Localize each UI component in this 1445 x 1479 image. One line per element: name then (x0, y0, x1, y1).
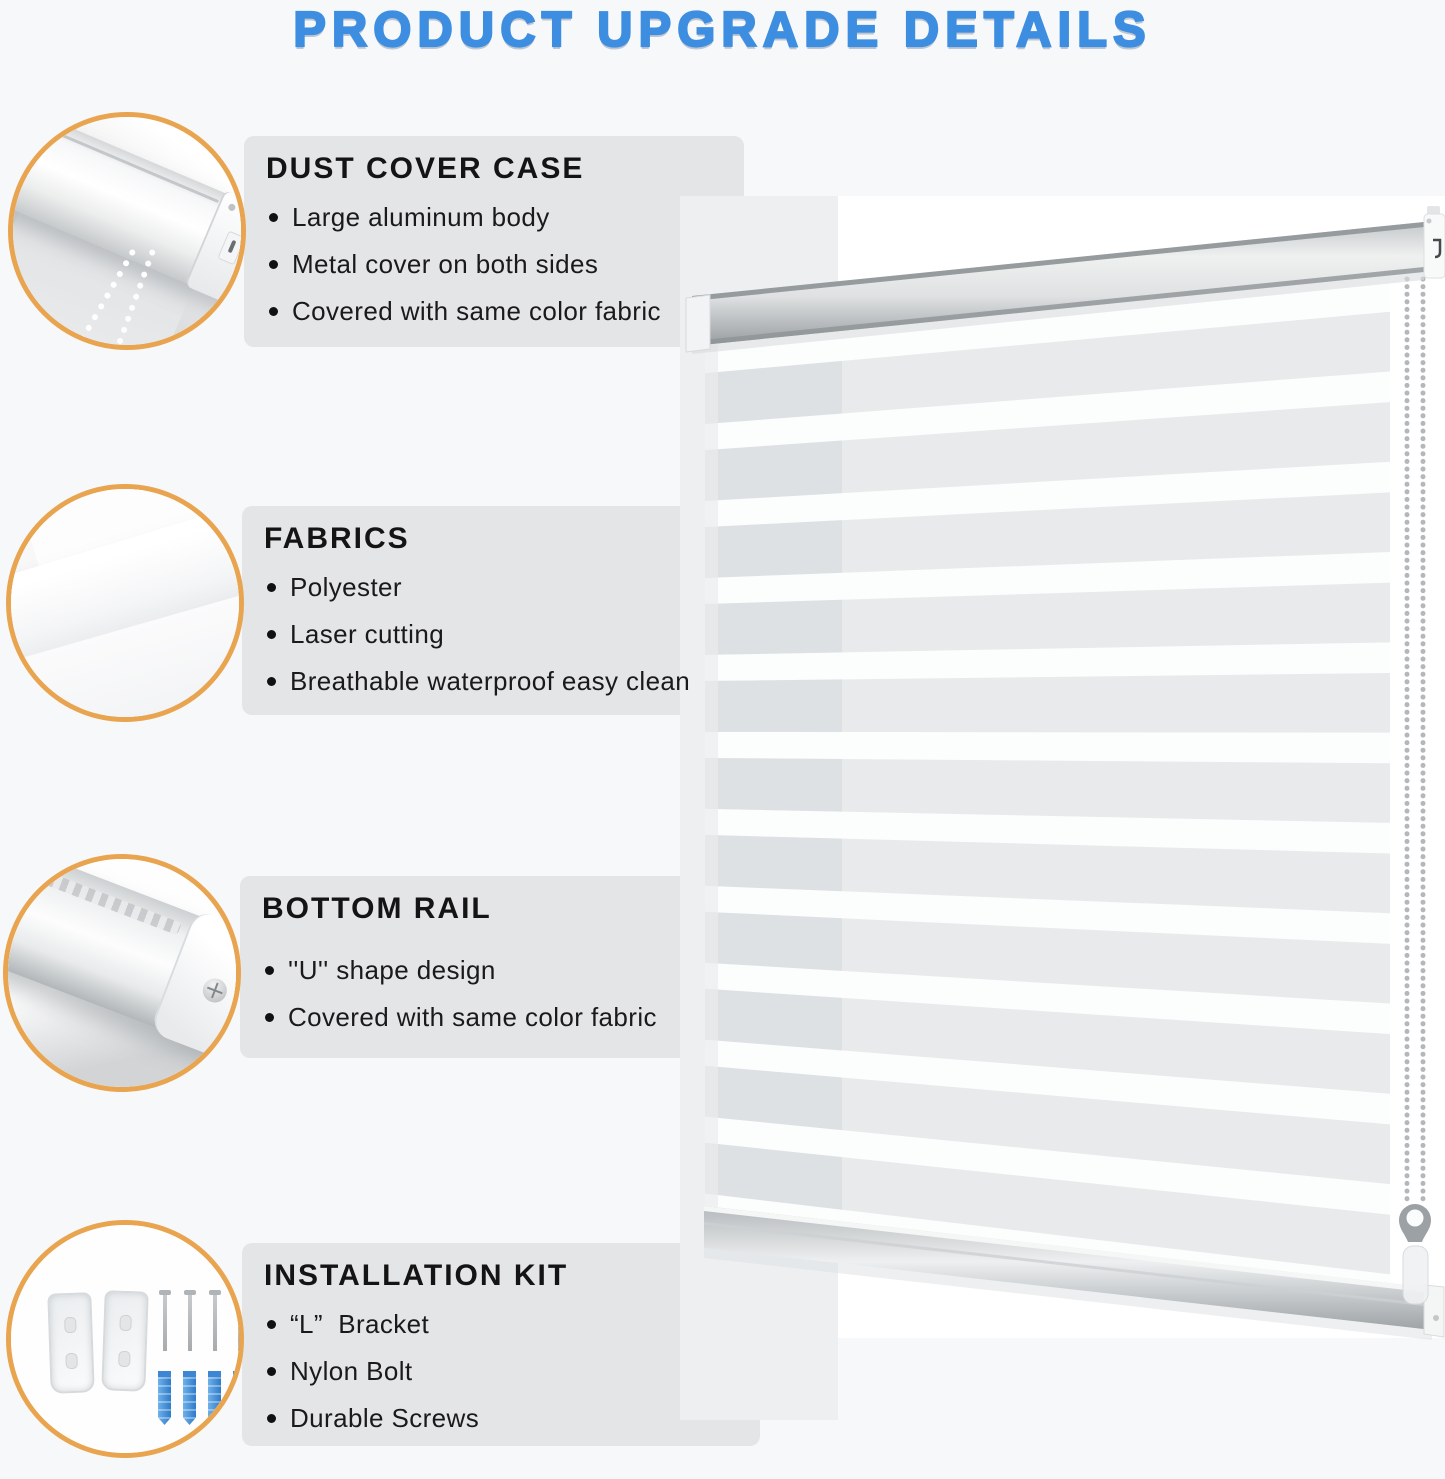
bullet-text: Metal cover on both sides (292, 249, 599, 279)
screw (188, 1295, 192, 1351)
bullet-item (264, 572, 712, 603)
bullet-item (266, 202, 744, 233)
bullet-text: ''U'' shape design (288, 955, 496, 985)
phillips-screw (199, 975, 230, 1006)
bullet-text: “L” Bracket (290, 1309, 430, 1339)
feature-fabrics (242, 506, 712, 697)
bullet-text: Covered with same color fabric (288, 1002, 657, 1032)
feature-heading: FABRICS (264, 522, 410, 555)
bullet-dot (265, 1013, 274, 1022)
bullet-dot (269, 307, 278, 316)
bracket-hole (118, 1351, 131, 1367)
screw-dot (227, 203, 236, 212)
bullet-item (262, 1002, 700, 1033)
bracket-hole (119, 1315, 132, 1331)
chain-tensioner (1399, 1204, 1431, 1304)
bullet-dot (267, 1414, 276, 1423)
bracket-hole (64, 1317, 77, 1333)
bullet-item (266, 249, 744, 280)
bullet-item (264, 1356, 760, 1387)
bullet-dot (267, 630, 276, 639)
screw-dot (228, 283, 237, 292)
nylon-bolt (208, 1371, 221, 1425)
bullet-text: Durable Screws (290, 1403, 480, 1433)
bullet-item (264, 1309, 760, 1340)
bullet-dot (265, 966, 274, 975)
bullet-text: Polyester (290, 572, 402, 602)
bullet-text: Laser cutting (290, 619, 445, 649)
dust-cover-case-photo (8, 112, 246, 350)
nylon-bolt (183, 1371, 196, 1425)
bullet-text: Nylon Bolt (290, 1356, 413, 1386)
bullet-text: Breathable waterproof easy clean (290, 666, 691, 696)
bullet-item (264, 1403, 760, 1434)
screw (163, 1295, 167, 1351)
bullet-item (264, 666, 712, 697)
screw (213, 1295, 217, 1351)
feature-heading: INSTALLATION KIT (264, 1259, 569, 1292)
zebra-roller-shade-image (680, 180, 1445, 1420)
bullet-item (264, 619, 712, 650)
bottom-rail-photo (3, 854, 241, 1092)
zebra-fabric (705, 240, 1390, 1296)
bullet-dot (269, 213, 278, 222)
l-bracket (101, 1290, 148, 1391)
feature-heading: BOTTOM RAIL (262, 892, 492, 925)
installation-kit-photo (6, 1220, 244, 1458)
l-bracket (47, 1292, 94, 1393)
bracket-hole (65, 1353, 78, 1369)
feature-bottom-rail (240, 876, 700, 1033)
bullet-text: Covered with same color fabric (292, 296, 661, 326)
bullet-item (262, 955, 700, 986)
fabric-close-up-photo (6, 484, 244, 722)
feature-heading: DUST COVER CASE (266, 152, 585, 185)
bullet-text: Large aluminum body (292, 202, 550, 232)
bullet-dot (267, 1367, 276, 1376)
bullet-dot (267, 1320, 276, 1329)
nylon-bolt (158, 1371, 171, 1425)
bullet-dot (269, 260, 278, 269)
feature-installation-kit (242, 1243, 760, 1434)
page-title: PRODUCT UPGRADE DETAILS (293, 3, 1152, 57)
bullet-dot (267, 583, 276, 592)
bullet-item (266, 296, 744, 327)
feature-dust-cover (244, 136, 744, 327)
bullet-dot (267, 677, 276, 686)
